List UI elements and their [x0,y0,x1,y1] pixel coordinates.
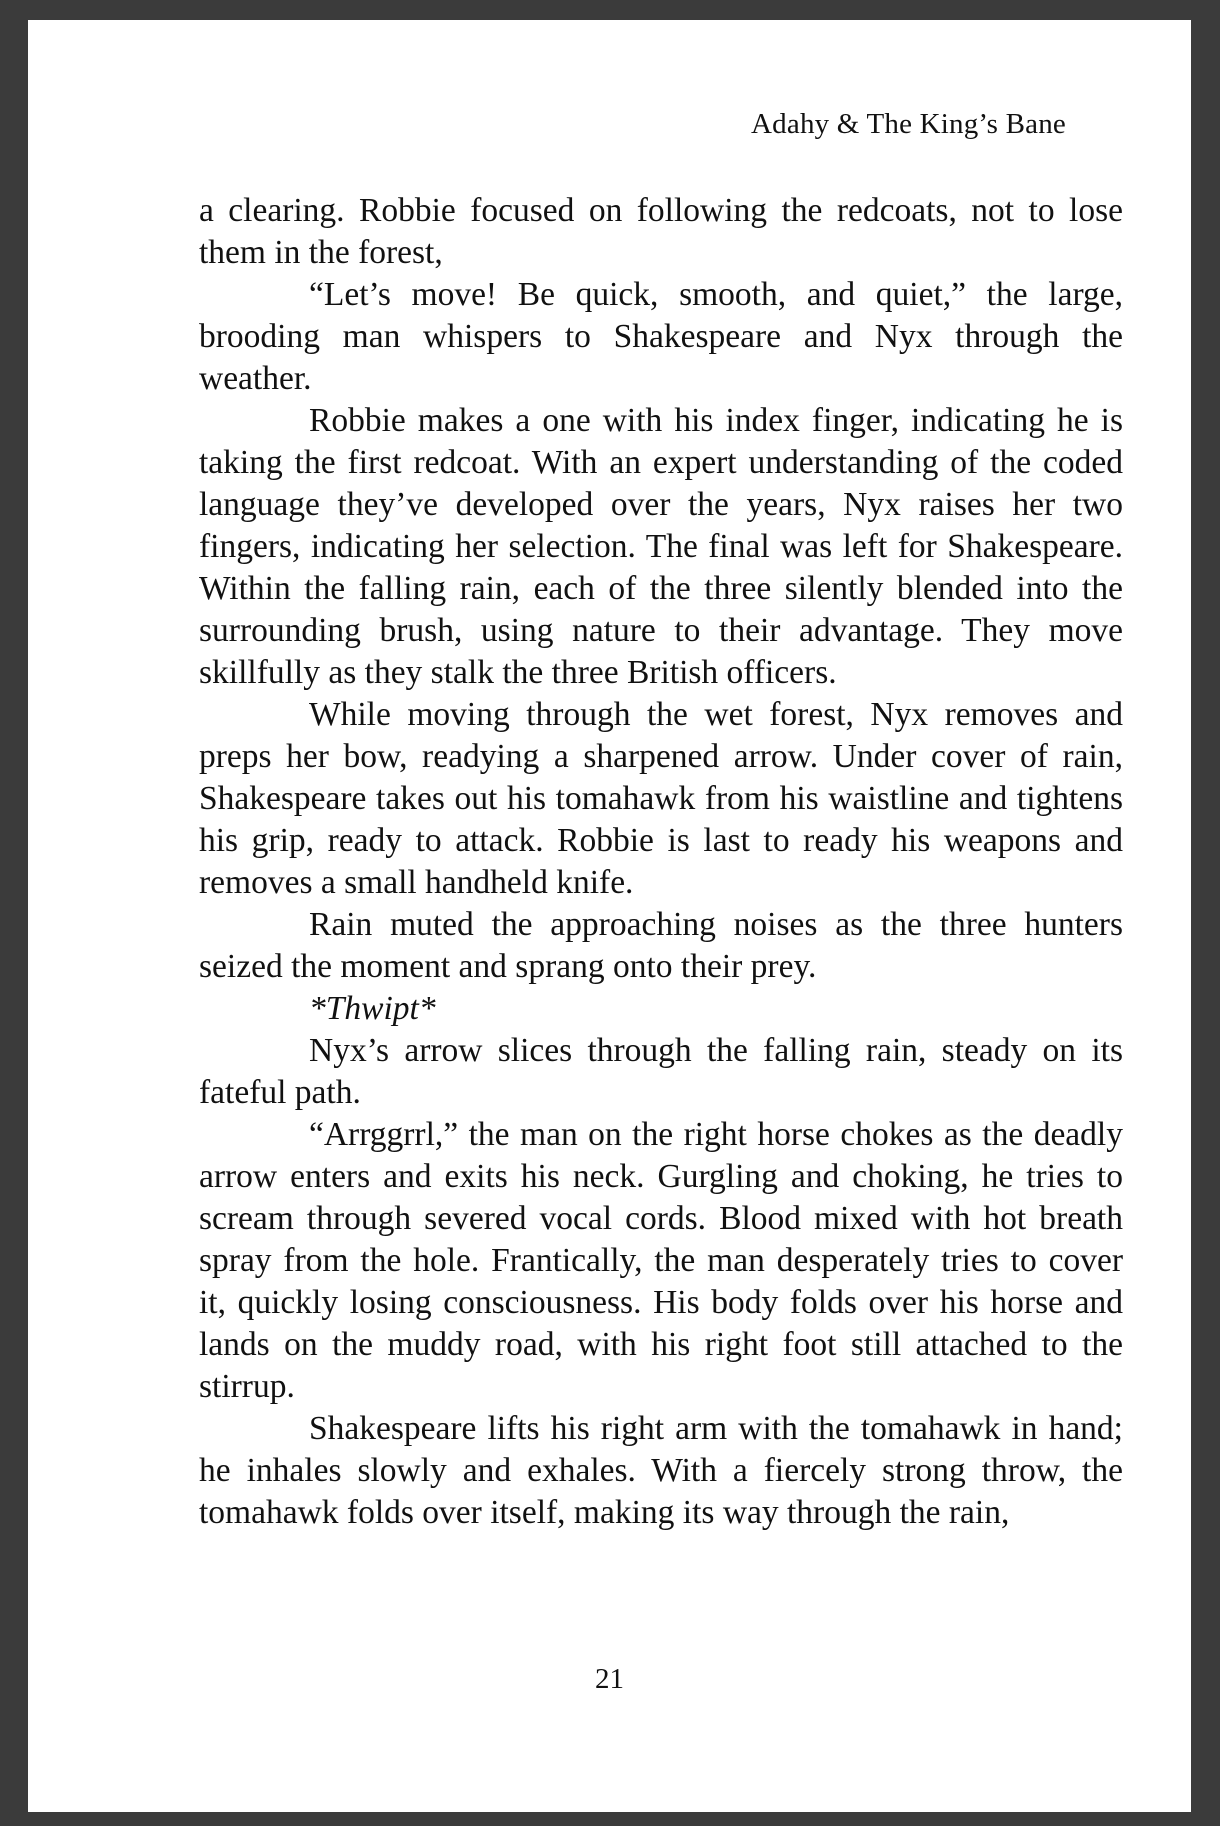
page-number: 21 [595,1663,624,1695]
paragraph: Shakespeare lifts his right arm with the tomahawk in hand; he inhales slowly and exhales. With a fiercely strong throw, the tomahawk folds over itself, making its way through the rain, [199,1410,1123,1531]
sound-effect: *Thwipt* [309,990,436,1027]
paragraph: a clearing. Robbie focused on following the redcoats, not to lose them in the forest, [199,192,1123,271]
paragraph: “Arrggrrl,” the man on the right horse chokes as the deadly arrow enters and exits his neck. Gurgling and choking, he tries to scream through severed vocal cords. Blood mixed with hot breath spray from the hole. Frantically, the man desperately tries to cover it, quickly losing consciousness. His body folds over his horse and lands on the muddy road, with his right foot still attached to the stirrup. [199,1116,1123,1405]
paragraph: Robbie makes a one with his index finger, indicating he is taking the first redcoat. With an expert understanding of the coded language they’ve developed over the years, Nyx raises her two fingers, indicating her selection. The final was left for Shakespeare. Within the falling rain, each of the three silently blended into the surrounding brush, using nature to their advantage. They move skillfully as they stalk the three British officers. [199,402,1123,691]
paragraph: “Let’s move! Be quick, smooth, and quiet,” the large, brooding man whispers to Shakespeare and Nyx through the weather. [199,276,1123,397]
body-text [199,190,1123,1534]
paragraph: Nyx’s arrow slices through the falling rain, steady on its fateful path. [199,1032,1123,1111]
book-page [28,20,1191,1812]
paragraph: While moving through the wet forest, Nyx removes and preps her bow, readying a sharpened arrow. Under cover of rain, Shakespeare takes out his tomahawk from his waistline and tightens his grip, ready to attack. Robbie is last to ready his weapons and removes a small handheld knife. [199,696,1123,901]
running-header: Adahy & The King’s Bane [751,108,1066,140]
paragraph: Rain muted the approaching noises as the three hunters seized the moment and sprang onto their prey. [199,906,1123,985]
